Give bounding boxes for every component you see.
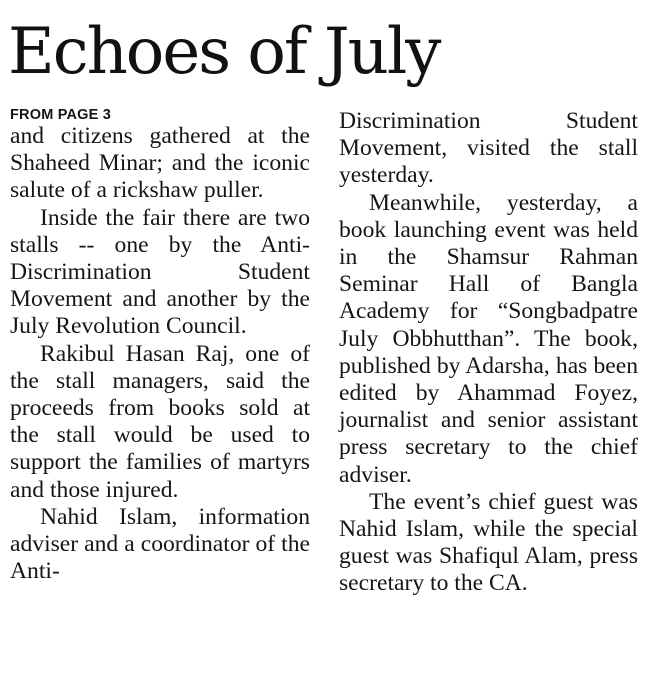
paragraph-stalls: Inside the fair there are two stalls -- one by the Anti-Discrimination Student Movement and another by the July Revolution Council. xyxy=(10,204,310,340)
continuation-kicker: FROM PAGE 3 xyxy=(10,107,112,123)
article-column-right xyxy=(339,108,638,598)
paragraph-continued: and citizens gathered at the Shaheed Minar; and the iconic salute of a rickshaw puller. xyxy=(10,123,310,204)
paragraph-nahid-islam: Nahid Islam, information adviser and a coordinator of the Anti- xyxy=(10,503,310,585)
article-headline: Echoes of July xyxy=(8,15,440,89)
paragraph-visited-stall: Discrimination Student Movement, visited the stall yesterday. xyxy=(339,108,638,189)
article-column-left xyxy=(10,106,310,585)
paragraph-guests: The event’s chief guest was Nahid Islam, while the special guest was Shafiqul Alam, press secretary to the CA. xyxy=(339,488,638,597)
paragraph-stall-manager: Rakibul Hasan Raj, one of the stall managers, said the proceeds from books sold at the stall would be used to support the families of martyrs and those injured. xyxy=(10,340,310,503)
paragraph-book-launch: Meanwhile, yesterday, a book launching event was held in the Shamsur Rahman Seminar Hall of Bangla Academy for “Songbadpatre July Obbhutthan”. The book, published by Adarsha, has been edited by Ahammad Foyez, journalist and senior assistant press secretary to the chief adviser. xyxy=(339,189,638,488)
